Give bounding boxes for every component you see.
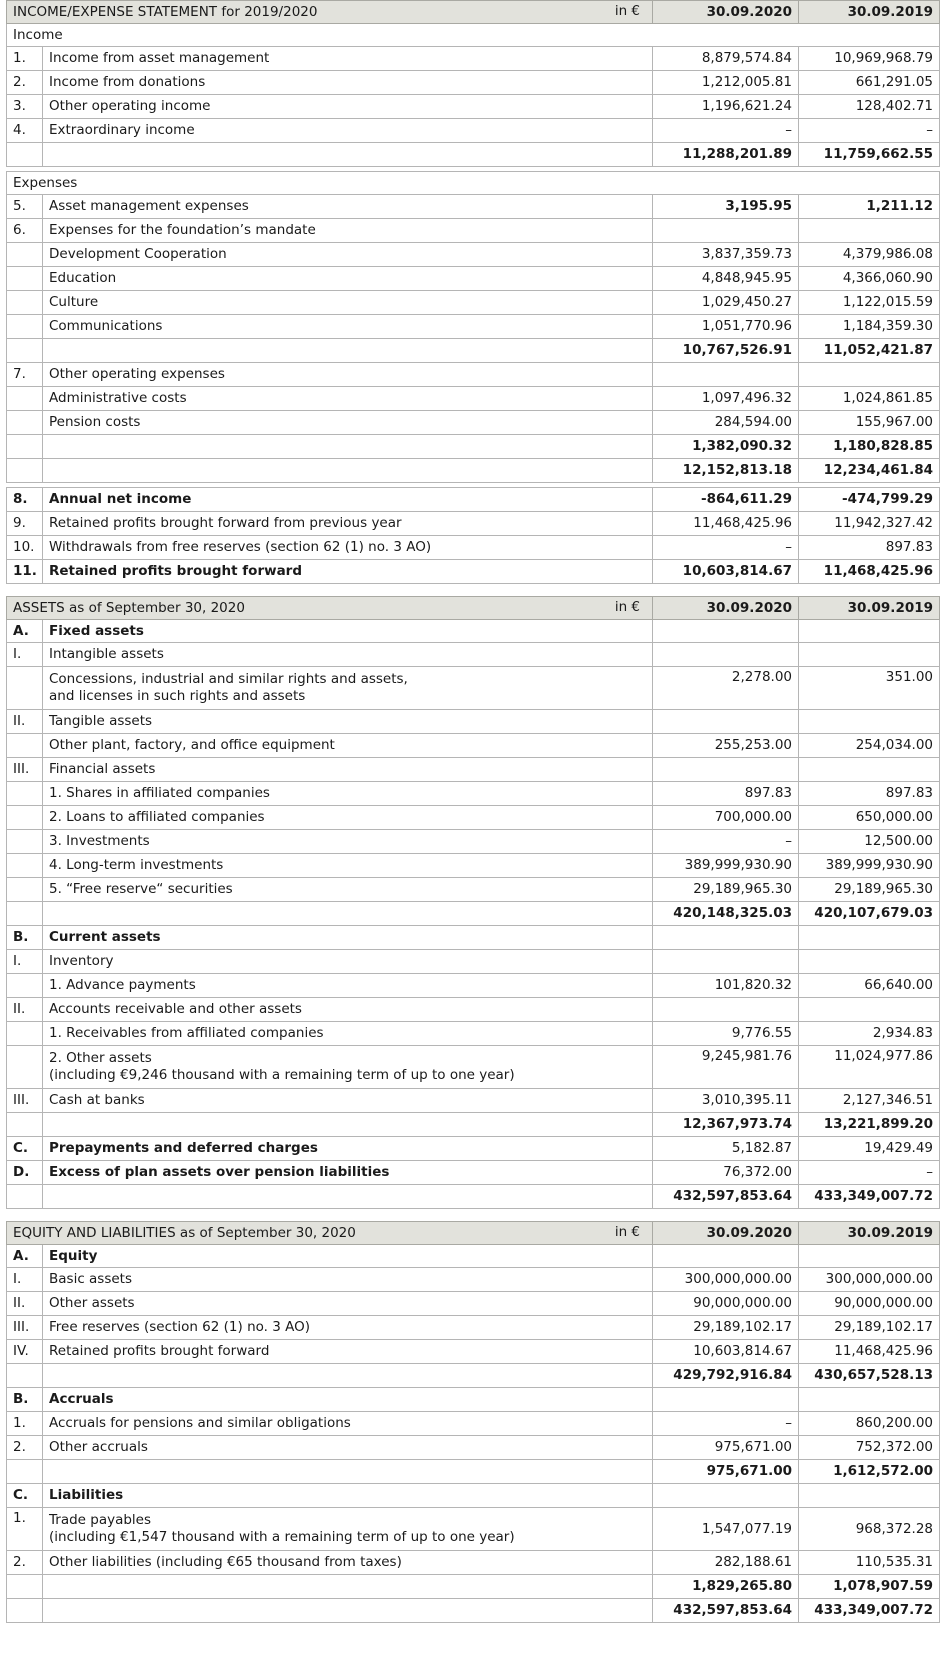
subtotal-2020: 429,792,916.84	[653, 1364, 799, 1388]
row-number: 2.	[7, 1436, 43, 1460]
row-label: 4. Long-term investments	[43, 854, 653, 878]
row-number: 6.	[7, 219, 43, 243]
total-2019: 433,349,007.72	[799, 1599, 940, 1623]
section-letter: D.	[7, 1161, 43, 1185]
section-label: Prepayments and deferred charges	[43, 1137, 653, 1161]
row-label: Retained profits brought forward	[43, 560, 653, 584]
section-label: Equity	[43, 1245, 653, 1268]
row-label: Asset management expenses	[43, 195, 653, 219]
value-2020: 4,848,945.95	[653, 267, 799, 291]
subtotal-2020: 420,148,325.03	[653, 902, 799, 926]
row-number: IV.	[7, 1340, 43, 1364]
row-label: Inventory	[43, 950, 653, 974]
value-2020: 11,468,425.96	[653, 512, 799, 536]
row-label: Other assets	[43, 1292, 653, 1316]
row-label	[43, 1046, 653, 1089]
value-2020: 975,671.00	[653, 1436, 799, 1460]
equity-header	[7, 1222, 940, 1245]
unit-label: in €	[614, 3, 640, 19]
subtotal-2020: 1,382,090.32	[653, 435, 799, 459]
subtotal-2019: 1,180,828.85	[799, 435, 940, 459]
row-label-line-2: (including €9,246 thousand with a remaining term of up to one year)	[49, 1067, 515, 1083]
value-2020: 1,212,005.81	[653, 71, 799, 95]
value-2020: –	[653, 1412, 799, 1436]
row-label-line-1: Concessions, industrial and similar rights and assets,	[49, 671, 408, 687]
table-row	[7, 512, 940, 536]
column-header-2020: 30.09.2020	[653, 1222, 799, 1245]
row-number: 4.	[7, 119, 43, 143]
row-number: 2.	[7, 71, 43, 95]
value-2019: 29,189,102.17	[799, 1316, 940, 1340]
row-number: 7.	[7, 363, 43, 387]
value-2019: 254,034.00	[799, 734, 940, 758]
value-2020: –	[653, 536, 799, 560]
table-row	[7, 195, 940, 219]
subtotal-2019: 420,107,679.03	[799, 902, 940, 926]
financial-statements-page	[6, 0, 939, 1623]
value-2019: 90,000,000.00	[799, 1292, 940, 1316]
equity-liabilities-total-row	[7, 1599, 940, 1623]
table-row	[7, 411, 940, 435]
income-statement-title: INCOME/EXPENSE STATEMENT for 2019/2020	[13, 3, 318, 20]
value-2020: 9,776.55	[653, 1022, 799, 1046]
value-2020: 101,820.32	[653, 974, 799, 998]
value-2019: –	[799, 1161, 940, 1185]
subtotal-2020: 1,829,265.80	[653, 1575, 799, 1599]
table-row	[7, 267, 940, 291]
value-2020: 90,000,000.00	[653, 1292, 799, 1316]
value-2020: 3,010,395.11	[653, 1089, 799, 1113]
value-2020: –	[653, 119, 799, 143]
row-label: Accruals for pensions and similar obligations	[43, 1412, 653, 1436]
row-label: Income from donations	[43, 71, 653, 95]
value-2019: 1,024,861.85	[799, 387, 940, 411]
value-2019: 2,127,346.51	[799, 1089, 940, 1113]
total-2020: 432,597,853.64	[653, 1185, 799, 1209]
value-2020: 3,195.95	[653, 195, 799, 219]
value-2020: 255,253.00	[653, 734, 799, 758]
subtotal-2019: 1,078,907.59	[799, 1575, 940, 1599]
subtotal-2020: 10,767,526.91	[653, 339, 799, 363]
table-row	[7, 1316, 940, 1340]
section-heading-row	[7, 1484, 940, 1508]
row-number: II.	[7, 1292, 43, 1316]
value-2019: 1,122,015.59	[799, 291, 940, 315]
liabilities-total-row	[7, 1575, 940, 1599]
table-row	[7, 315, 940, 339]
row-label: Education	[43, 267, 653, 291]
value-2019: -474,799.29	[799, 488, 940, 512]
row-number: 8.	[7, 488, 43, 512]
income-statement-table	[6, 0, 940, 584]
row-label: Other operating expenses	[43, 363, 653, 387]
current-assets-total-row	[7, 1113, 940, 1137]
table-row	[7, 1268, 940, 1292]
subtotal-2019: 13,221,899.20	[799, 1113, 940, 1137]
table-row	[7, 643, 940, 667]
row-label: Expenses for the foundation’s mandate	[43, 219, 653, 243]
expenses-total-2020: 12,152,813.18	[653, 459, 799, 483]
value-2019: 11,024,977.86	[799, 1046, 940, 1089]
value-2020: –	[653, 830, 799, 854]
row-label: Other plant, factory, and office equipment	[43, 734, 653, 758]
assets-total-row	[7, 1185, 940, 1209]
income-statement-title-cell	[7, 1, 653, 24]
row-label	[43, 667, 653, 710]
value-2020: 700,000.00	[653, 806, 799, 830]
row-number: III.	[7, 1316, 43, 1340]
row-number: III.	[7, 1089, 43, 1113]
value-2020: 29,189,965.30	[653, 878, 799, 902]
row-label: Communications	[43, 315, 653, 339]
value-2019: 752,372.00	[799, 1436, 940, 1460]
value-2020: 9,245,981.76	[653, 1046, 799, 1089]
accruals-total-row	[7, 1460, 940, 1484]
row-label: Annual net income	[43, 488, 653, 512]
table-row	[7, 95, 940, 119]
table-row	[7, 734, 940, 758]
table-row	[7, 71, 940, 95]
row-label: 1. Advance payments	[43, 974, 653, 998]
column-header-2019: 30.09.2019	[799, 597, 940, 620]
section-label: Current assets	[43, 926, 653, 950]
row-label: Culture	[43, 291, 653, 315]
row-number: 3.	[7, 95, 43, 119]
table-row	[7, 806, 940, 830]
row-label-line-2: (including €1,547 thousand with a remaining term of up to one year)	[49, 1529, 515, 1545]
column-header-2020: 30.09.2020	[653, 1, 799, 24]
row-label: Administrative costs	[43, 387, 653, 411]
value-2019: 155,967.00	[799, 411, 940, 435]
row-number: 1.	[7, 1412, 43, 1436]
value-2020: 284,594.00	[653, 411, 799, 435]
row-number: I.	[7, 643, 43, 667]
expenses-total-2019: 12,234,461.84	[799, 459, 940, 483]
row-number: II.	[7, 998, 43, 1022]
value-2020: 29,189,102.17	[653, 1316, 799, 1340]
other-expenses-subtotal-row	[7, 435, 940, 459]
row-label: Income from asset management	[43, 47, 653, 71]
table-row	[7, 387, 940, 411]
row-label: Pension costs	[43, 411, 653, 435]
value-2019: 128,402.71	[799, 95, 940, 119]
section-heading-row	[7, 620, 940, 643]
row-number: I.	[7, 950, 43, 974]
equity-title-cell	[7, 1222, 653, 1245]
section-label: Accruals	[43, 1388, 653, 1412]
table-row	[7, 1292, 940, 1316]
table-row	[7, 710, 940, 734]
column-header-2020: 30.09.2020	[653, 597, 799, 620]
row-number: 1.	[7, 1508, 43, 1551]
assets-header	[7, 597, 940, 620]
table-row	[7, 243, 940, 267]
row-number: 1.	[7, 47, 43, 71]
table-row	[7, 1436, 940, 1460]
unit-label: in €	[614, 1224, 641, 1240]
equity-title: EQUITY AND LIABILITIES as of September 30, 2020	[13, 1224, 356, 1241]
expenses-total-row	[7, 459, 940, 483]
row-label: Financial assets	[43, 758, 653, 782]
value-2020: 10,603,814.67	[653, 1340, 799, 1364]
row-number: 11.	[7, 560, 43, 584]
table-row	[7, 536, 940, 560]
section-letter: C.	[7, 1484, 43, 1508]
row-number: 2.	[7, 1551, 43, 1575]
income-total-row	[7, 143, 940, 167]
row-label-line-1: 2. Other assets	[49, 1050, 152, 1066]
value-2019: 4,366,060.90	[799, 267, 940, 291]
value-2019: 389,999,930.90	[799, 854, 940, 878]
table-row	[7, 667, 940, 710]
section-letter: C.	[7, 1137, 43, 1161]
expenses-heading: Expenses	[7, 172, 940, 195]
unit-label: in €	[614, 599, 641, 615]
value-2019: 2,934.83	[799, 1022, 940, 1046]
assets-title: ASSETS as of September 30, 2020	[13, 599, 245, 616]
table-row	[7, 878, 940, 902]
row-label: Accounts receivable and other assets	[43, 998, 653, 1022]
row-label: 1. Receivables from affiliated companies	[43, 1022, 653, 1046]
table-row	[7, 1022, 940, 1046]
table-row	[7, 830, 940, 854]
table-row	[7, 291, 940, 315]
row-label-line-1: Trade payables	[49, 1512, 152, 1528]
value-2019: 11,468,425.96	[799, 1340, 940, 1364]
section-letter: A.	[7, 620, 43, 643]
income-heading: Income	[7, 24, 940, 47]
value-2019: 300,000,000.00	[799, 1268, 940, 1292]
row-label: 5. “Free reserve“ securities	[43, 878, 653, 902]
fixed-assets-total-row	[7, 902, 940, 926]
row-label: Free reserves (section 62 (1) no. 3 AO)	[43, 1316, 653, 1340]
value-2019: –	[799, 119, 940, 143]
value-2020: 1,051,770.96	[653, 315, 799, 339]
row-label: Basic assets	[43, 1268, 653, 1292]
subtotal-2019: 430,657,528.13	[799, 1364, 940, 1388]
subtotal-2020: 975,671.00	[653, 1460, 799, 1484]
row-label: Retained profits brought forward from previous year	[43, 512, 653, 536]
table-row	[7, 1046, 940, 1089]
value-2020: 1,547,077.19	[653, 1508, 799, 1551]
value-2019: 29,189,965.30	[799, 878, 940, 902]
subtotal-2019: 11,052,421.87	[799, 339, 940, 363]
value-2020: 3,837,359.73	[653, 243, 799, 267]
section-label: Liabilities	[43, 1484, 653, 1508]
row-number: II.	[7, 710, 43, 734]
assets-title-cell	[7, 597, 653, 620]
table-row	[7, 1412, 940, 1436]
value-2020: 10,603,814.67	[653, 560, 799, 584]
row-label: Retained profits brought forward	[43, 1340, 653, 1364]
section-heading-row	[7, 1245, 940, 1268]
row-number: I.	[7, 1268, 43, 1292]
row-label: 2. Loans to affiliated companies	[43, 806, 653, 830]
value-2019: 1,211.12	[799, 195, 940, 219]
table-row	[7, 1161, 940, 1185]
value-2020: 2,278.00	[653, 667, 799, 710]
table-row	[7, 1508, 940, 1551]
equity-total-row	[7, 1364, 940, 1388]
column-header-2019: 30.09.2019	[799, 1, 940, 24]
row-label: Cash at banks	[43, 1089, 653, 1113]
value-2019: 860,200.00	[799, 1412, 940, 1436]
value-2019: 968,372.28	[799, 1508, 940, 1551]
row-label: Extraordinary income	[43, 119, 653, 143]
row-label: Other accruals	[43, 1436, 653, 1460]
table-row	[7, 363, 940, 387]
value-2019: 10,969,968.79	[799, 47, 940, 71]
value-2020: -864,611.29	[653, 488, 799, 512]
table-row	[7, 1551, 940, 1575]
value-2020: 5,182.87	[653, 1137, 799, 1161]
table-row	[7, 1089, 940, 1113]
section-letter: A.	[7, 1245, 43, 1268]
row-label	[43, 1508, 653, 1551]
table-row	[7, 1137, 940, 1161]
value-2019: 110,535.31	[799, 1551, 940, 1575]
value-2020: 76,372.00	[653, 1161, 799, 1185]
row-number: 9.	[7, 512, 43, 536]
value-2019: 11,942,327.42	[799, 512, 940, 536]
row-label: Withdrawals from free reserves (section 62 (1) no. 3 AO)	[43, 536, 653, 560]
value-2019: 4,379,986.08	[799, 243, 940, 267]
table-row	[7, 219, 940, 243]
value-2019: 897.83	[799, 782, 940, 806]
table-row	[7, 758, 940, 782]
column-header-2019: 30.09.2019	[799, 1222, 940, 1245]
row-number: 5.	[7, 195, 43, 219]
row-label: Intangible assets	[43, 643, 653, 667]
value-2019: 661,291.05	[799, 71, 940, 95]
table-row	[7, 782, 940, 806]
section-label: Fixed assets	[43, 620, 653, 643]
value-2020: 897.83	[653, 782, 799, 806]
total-2019: 433,349,007.72	[799, 1185, 940, 1209]
table-row	[7, 1340, 940, 1364]
value-2019: 650,000.00	[799, 806, 940, 830]
section-heading-row	[7, 926, 940, 950]
section-heading-row	[7, 172, 940, 195]
section-letter: B.	[7, 926, 43, 950]
section-heading-row	[7, 1388, 940, 1412]
table-row	[7, 974, 940, 998]
value-2019: 1,184,359.30	[799, 315, 940, 339]
value-2019: 11,468,425.96	[799, 560, 940, 584]
equity-liabilities-table	[6, 1221, 940, 1623]
table-row	[7, 47, 940, 71]
mandate-subtotal-row	[7, 339, 940, 363]
value-2020: 1,097,496.32	[653, 387, 799, 411]
row-label: Development Cooperation	[43, 243, 653, 267]
row-label: 3. Investments	[43, 830, 653, 854]
income-total-2020: 11,288,201.89	[653, 143, 799, 167]
value-2020: 1,196,621.24	[653, 95, 799, 119]
value-2019: 351.00	[799, 667, 940, 710]
income-total-2019: 11,759,662.55	[799, 143, 940, 167]
value-2020: 8,879,574.84	[653, 47, 799, 71]
value-2019: 897.83	[799, 536, 940, 560]
retained-profits-row	[7, 560, 940, 584]
value-2020: 282,188.61	[653, 1551, 799, 1575]
value-2020: 389,999,930.90	[653, 854, 799, 878]
row-label-line-2: and licenses in such rights and assets	[49, 688, 306, 704]
section-heading-row	[7, 24, 940, 47]
table-row	[7, 998, 940, 1022]
value-2020: 300,000,000.00	[653, 1268, 799, 1292]
row-number: 10.	[7, 536, 43, 560]
subtotal-2019: 1,612,572.00	[799, 1460, 940, 1484]
section-letter: B.	[7, 1388, 43, 1412]
total-2020: 432,597,853.64	[653, 1599, 799, 1623]
row-label: Other liabilities (including €65 thousand from taxes)	[43, 1551, 653, 1575]
income-statement-header	[7, 1, 940, 24]
row-label: Other operating income	[43, 95, 653, 119]
annual-net-income-row	[7, 488, 940, 512]
value-2019: 12,500.00	[799, 830, 940, 854]
value-2019: 66,640.00	[799, 974, 940, 998]
subtotal-2020: 12,367,973.74	[653, 1113, 799, 1137]
assets-table	[6, 596, 940, 1209]
row-label: Tangible assets	[43, 710, 653, 734]
row-label: 1. Shares in affiliated companies	[43, 782, 653, 806]
row-number: III.	[7, 758, 43, 782]
table-row	[7, 119, 940, 143]
section-label: Excess of plan assets over pension liabilities	[43, 1161, 653, 1185]
value-2019: 19,429.49	[799, 1137, 940, 1161]
table-row	[7, 854, 940, 878]
table-row	[7, 950, 940, 974]
value-2020: 1,029,450.27	[653, 291, 799, 315]
